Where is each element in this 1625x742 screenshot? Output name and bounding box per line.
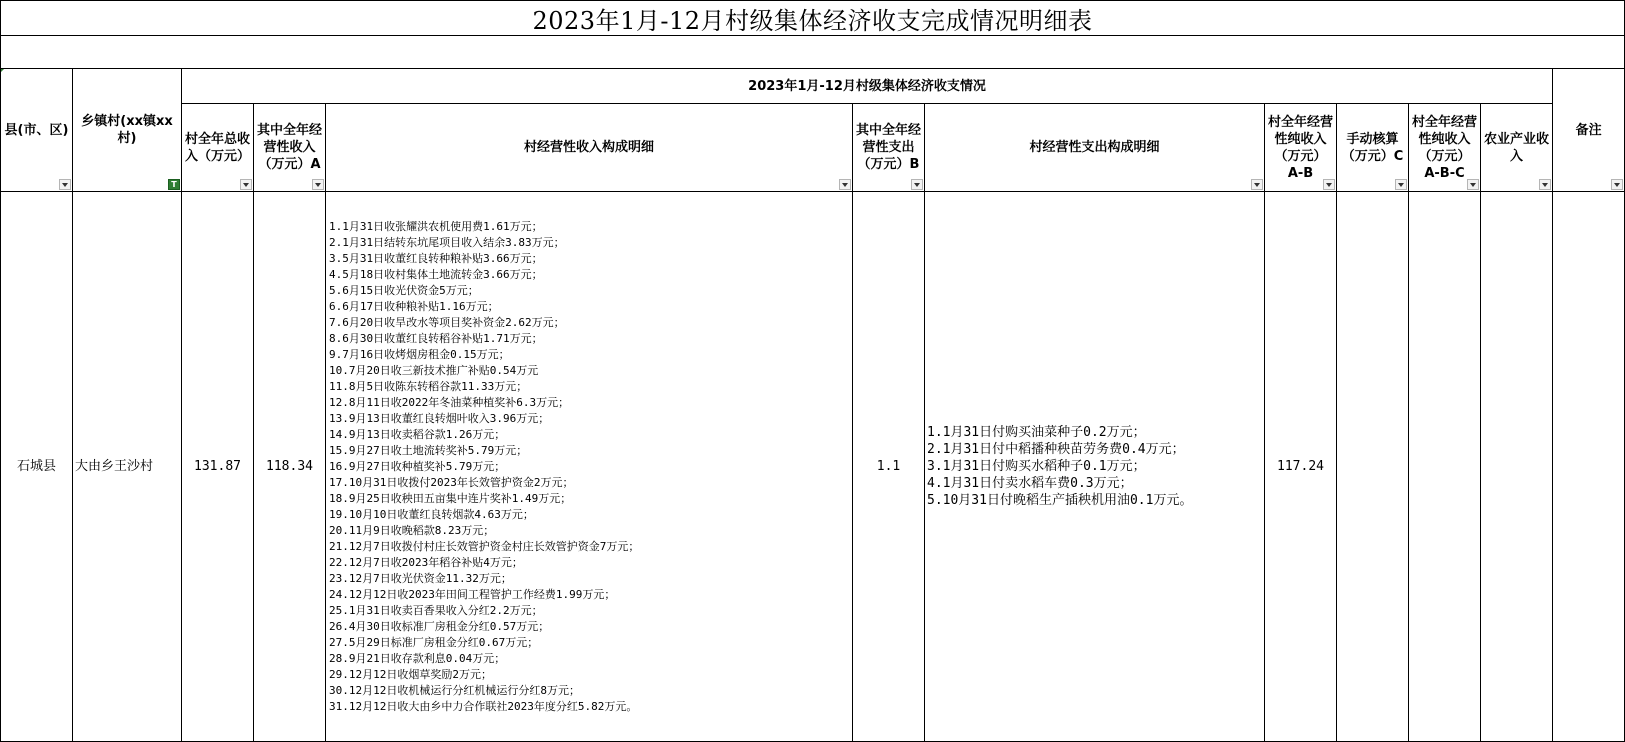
income-item: 4.5月18日收村集体土地流转金3.66万元；	[329, 267, 543, 281]
filter-dropdown-icon[interactable]	[1611, 179, 1623, 190]
income-item: 24.12月12日收2023年田间工程管护工作经费1.99万元；	[329, 587, 616, 601]
income-item: 5.6月15日收光伏资金5万元；	[329, 283, 479, 297]
cell-county[interactable]: 石城县	[1, 192, 73, 742]
filter-dropdown-icon[interactable]	[1539, 179, 1551, 190]
cell-total-income[interactable]: 131.87	[182, 192, 254, 742]
sheet-title: 2023年1月-12月村级集体经济收支完成情况明细表	[0, 0, 1625, 36]
income-item: 3.5月31日收董红良转种粮补贴3.66万元；	[329, 251, 543, 265]
income-item: 16.9月27日收种植奖补5.79万元；	[329, 459, 506, 473]
filter-dropdown-icon[interactable]	[1395, 179, 1407, 190]
cell-agri-income[interactable]	[1481, 192, 1553, 742]
income-item: 30.12月12日收机械运行分红机械运行分红8万元；	[329, 683, 580, 697]
income-item: 6.6月17日收种粮补贴1.16万元；	[329, 299, 499, 313]
header-manual-check: 手动核算（万元）C	[1337, 104, 1409, 192]
filter-dropdown-icon[interactable]	[1467, 179, 1479, 190]
filter-dropdown-icon[interactable]	[1323, 179, 1335, 190]
header-agri-income: 农业产业收入	[1481, 104, 1553, 192]
income-item: 20.11月9日收晚稻款8.23万元；	[329, 523, 495, 537]
income-item: 14.9月13日收卖稻谷款1.26万元；	[329, 427, 506, 441]
income-item: 18.9月25日收秧田五亩集中连片奖补1.49万元；	[329, 491, 572, 505]
expense-item: 3.1月31日付购买水稻种子0.1万元；	[927, 459, 1146, 474]
header-net-income-c: 村全年经营性纯收入（万元）A-B-C	[1409, 104, 1481, 192]
filter-dropdown-icon[interactable]	[839, 179, 851, 190]
expense-item: 2.1月31日付中稻播种秧苗劳务费0.4万元；	[927, 442, 1185, 457]
header-remarks: 备注	[1553, 69, 1625, 192]
cell-operating-income[interactable]: 118.34	[254, 192, 326, 742]
income-item: 12.8月11日收2022年冬油菜种植奖补6.3万元；	[329, 395, 570, 409]
cell-expense-detail[interactable]	[925, 192, 1265, 742]
income-item: 27.5月29日标准厂房租金分红0.67万元；	[329, 635, 539, 649]
income-item: 2.1月31日结转东坑尾项目收入结余3.83万元；	[329, 235, 565, 249]
income-item: 29.12月12日收烟草奖励2万元；	[329, 667, 492, 681]
blank-row	[0, 35, 1625, 69]
group-header: 2023年1月-12月村级集体经济收支情况	[182, 69, 1553, 104]
header-county: 县(市、区)	[1, 69, 73, 192]
income-detail-list	[326, 219, 852, 715]
filter-dropdown-icon[interactable]	[911, 179, 923, 190]
income-item: 25.1月31日收卖百香果收入分红2.2万元；	[329, 603, 543, 617]
income-item: 23.12月7日收光伏资金11.32万元；	[329, 571, 512, 585]
income-item: 11.8月5日收陈东转稻谷款11.33万元；	[329, 379, 528, 393]
income-item: 17.10月31日收拨付2023年长效管护资金2万元；	[329, 475, 574, 489]
header-operating-income: 其中全年经营性收入（万元）A	[254, 104, 326, 192]
expense-item: 5.10月31日付晚稻生产插秧机用油0.1万元。	[927, 493, 1193, 508]
cell-net-income-c[interactable]	[1409, 192, 1481, 742]
income-item: 26.4月30日收标准厂房租金分红0.57万元；	[329, 619, 550, 633]
income-item: 7.6月20日收旱改水等项目奖补资金2.62万元；	[329, 315, 565, 329]
expense-item: 4.1月31日付卖水稻车费0.3万元；	[927, 476, 1133, 491]
expense-item: 1.1月31日付购买油菜种子0.2万元；	[927, 425, 1146, 440]
cell-operating-expense[interactable]: 1.1	[853, 192, 925, 742]
cell-village[interactable]: 大由乡王沙村	[73, 192, 182, 742]
header-income-detail: 村经营性收入构成明细	[326, 104, 853, 192]
data-table	[0, 68, 1625, 742]
header-net-income: 村全年经营性纯收入（万元）A-B	[1265, 104, 1337, 192]
filter-dropdown-icon[interactable]	[1251, 179, 1263, 190]
cell-income-detail[interactable]	[326, 192, 853, 742]
filter-dropdown-icon[interactable]	[59, 179, 71, 190]
income-item: 15.9月27日收土地流转奖补5.79万元；	[329, 443, 528, 457]
income-item: 9.7月16日收烤烟房租金0.15万元；	[329, 347, 510, 361]
header-expense-detail: 村经营性支出构成明细	[925, 104, 1265, 192]
income-item: 22.12月7日收2023年稻谷补贴4万元；	[329, 555, 523, 569]
cell-manual-check[interactable]	[1337, 192, 1409, 742]
income-item: 1.1月31日收张耀洪农机使用费1.61万元；	[329, 219, 543, 233]
income-item: 21.12月7日收拨付村庄长效管护资金村庄长效管护资金7万元；	[329, 539, 640, 553]
income-item: 31.12月12日收大由乡中力合作联社2023年度分红5.82万元。	[329, 699, 638, 713]
expense-detail-list	[925, 424, 1264, 509]
income-item: 13.9月13日收董红良转烟叶收入3.96万元；	[329, 411, 550, 425]
income-item: 8.6月30日收董红良转稻谷补贴1.71万元；	[329, 331, 543, 345]
filter-dropdown-icon[interactable]	[312, 179, 324, 190]
header-operating-expense: 其中全年经营性支出（万元）B	[853, 104, 925, 192]
header-village: 乡镇村(xx镇xx村) T	[73, 69, 182, 192]
cell-net-income[interactable]: 117.24	[1265, 192, 1337, 742]
filter-dropdown-icon[interactable]	[240, 179, 252, 190]
income-item: 10.7月20日收三新技术推广补贴0.54万元	[329, 363, 539, 377]
cell-remarks[interactable]	[1553, 192, 1625, 742]
income-item: 28.9月21日收存款利息0.04万元；	[329, 651, 506, 665]
header-total-income: 村全年总收入（万元）	[182, 104, 254, 192]
filter-active-icon[interactable]	[168, 179, 180, 190]
income-item: 19.10月10日收董红良转烟款4.63万元；	[329, 507, 534, 521]
